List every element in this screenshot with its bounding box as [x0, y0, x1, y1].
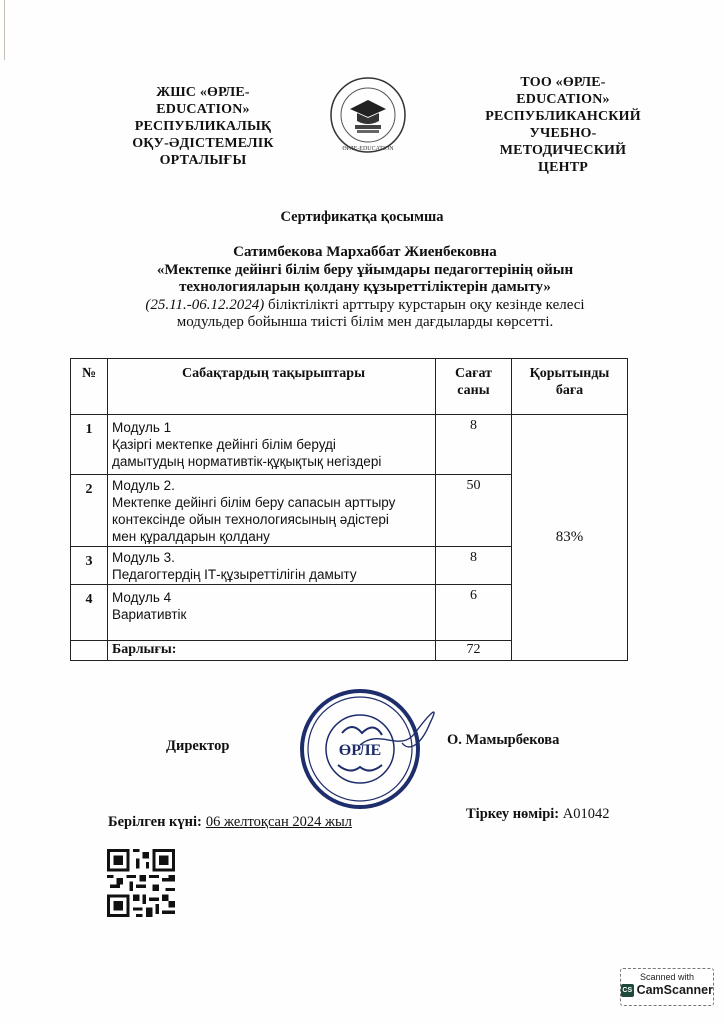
description-line: модульдер бойынша тиісті білім мен дағдыларды көрсетті. [176, 314, 554, 330]
header-topic: Сабақтардың тақырыптары [108, 359, 436, 415]
svg-text:ӨРЛЕ-EDUCATION: ӨРЛЕ-EDUCATION [342, 146, 394, 152]
recipient-name: Сатимбекова Мархаббат Жиенбековна [233, 244, 497, 260]
row-number: 2 [71, 475, 108, 547]
org-name-russian [478, 74, 648, 176]
issue-date [108, 814, 352, 831]
org-line: РЕСПУБЛИКАНСКИЙ [485, 109, 641, 124]
org-line: EDUCATION» [156, 102, 250, 117]
header-hours-line: саны [457, 383, 490, 398]
description-text: біліктілікті арттыру курстарын оқу кезінде келесі [264, 296, 585, 313]
org-line: ОҚУ-ӘДІСТЕМЕЛІК [132, 136, 274, 151]
topic-line: Модуль 1 [112, 420, 172, 435]
header-hours [436, 359, 512, 415]
description-line [110, 297, 620, 315]
scanned-with-text: Scanned with [639, 972, 695, 982]
issue-date-label: Берілген күні: [108, 814, 202, 830]
row-topic [108, 415, 436, 475]
final-grade: 83% [512, 415, 628, 661]
director-label: Директор [166, 738, 230, 754]
paper-edge [4, 0, 5, 60]
row-hours: 50 [436, 475, 512, 547]
registration-number [466, 806, 610, 823]
org-line: ЦЕНТР [537, 160, 588, 175]
org-line: ЖШС «ӨРЛЕ- [156, 85, 250, 100]
row-number: 1 [71, 415, 108, 475]
camscanner-badge [620, 968, 714, 1006]
org-name-kazakh [118, 84, 288, 169]
topic-line: Педагогтердің ІТ-құзыреттілігін дамыту [112, 567, 357, 582]
header-grade-line: баға [555, 383, 584, 398]
row-number: 4 [71, 585, 108, 641]
topic-line: мен құралдарын қолдану [112, 529, 270, 544]
issue-date-value: 06 желтоқсан 2024 жыл [205, 814, 352, 830]
camscanner-brand [621, 983, 713, 997]
topic-line: Модуль 2. [112, 478, 175, 493]
org-line: ТОО «ӨРЛЕ- [520, 75, 606, 90]
camscanner-name: CamScanner [636, 983, 713, 997]
header-hours-line: Сағат [455, 366, 492, 381]
qr-code-icon[interactable] [107, 849, 175, 917]
svg-text:ӨРЛЕ: ӨРЛЕ [338, 742, 382, 759]
topic-line: дамытудың нормативтік-құқықтық негіздері [112, 454, 382, 469]
row-hours: 8 [436, 415, 512, 475]
org-line: РЕСПУБЛИКАЛЫҚ [134, 119, 272, 134]
director-name: О. Мамырбекова [447, 732, 560, 748]
registration-label: Тіркеу нөмірі: [466, 806, 560, 822]
org-line: УЧЕБНО- [529, 126, 597, 141]
row-hours: 6 [436, 585, 512, 641]
camscanner-logo-icon: CS [621, 984, 634, 997]
intro-paragraph [110, 244, 620, 332]
total-number-empty [71, 641, 108, 661]
header-number: № [71, 359, 108, 415]
header-grade-line: Қорытынды [529, 366, 610, 381]
total-hours: 72 [436, 641, 512, 661]
course-dates: (25.11.-06.12.2024) [145, 296, 265, 313]
org-line: МЕТОДИЧЕСКИЙ [499, 143, 627, 158]
document-title: Сертификатқа қосымша [280, 209, 444, 225]
course-title-line: технологияларын қолдану құзыреттіліктерін дамыту» [179, 279, 551, 295]
row-hours: 8 [436, 547, 512, 585]
row-topic [108, 585, 436, 641]
topic-line: Модуль 4 [112, 590, 172, 605]
total-label: Барлығы: [108, 641, 436, 661]
modules-table [70, 358, 628, 661]
row-topic [108, 475, 436, 547]
org-line: EDUCATION» [516, 92, 610, 107]
topic-line: Мектепке дейінгі білім беру сапасын арттыру [112, 495, 396, 510]
topic-line: Модуль 3. [112, 550, 175, 565]
table-row [71, 415, 628, 475]
row-number: 3 [71, 547, 108, 585]
topic-line: контексінде ойын технологиясының әдістері [112, 512, 389, 527]
official-round-stamp-icon [290, 683, 440, 813]
table-header-row [71, 359, 628, 415]
topic-line: Қазіргі мектепке дейінгі білім беруді [112, 437, 336, 452]
registration-value: A01042 [562, 806, 610, 822]
topic-line: Вариативтік [112, 607, 187, 622]
org-line: ОРТАЛЫҒЫ [159, 153, 247, 168]
course-title-line: «Мектепке дейінгі білім беру ұйымдары педагогтерінің ойын [156, 261, 574, 278]
graduation-cap-seal-icon [325, 76, 411, 154]
header-grade [512, 359, 628, 415]
row-topic [108, 547, 436, 585]
